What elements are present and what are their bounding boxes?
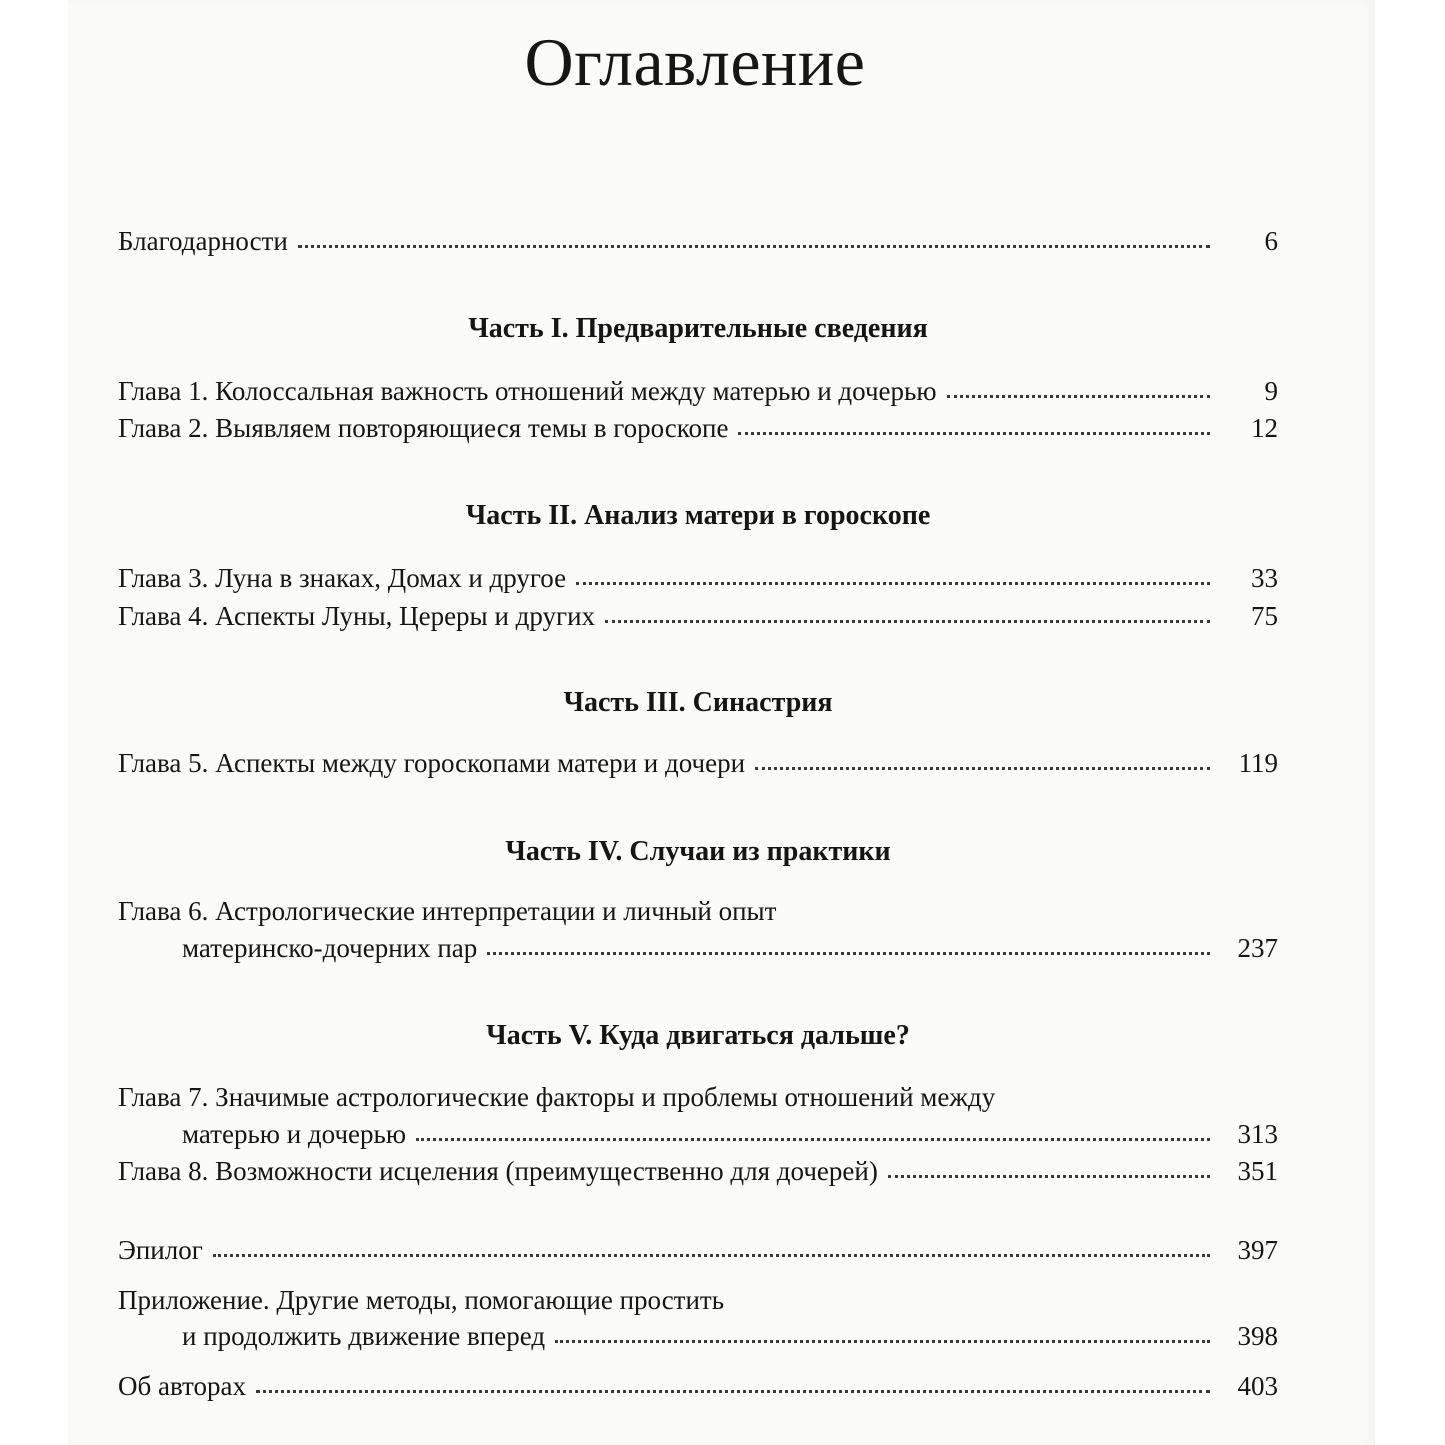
toc-entry-chapter-2[interactable] [118,413,1278,449]
dot-leader [755,767,1210,770]
toc-entry-chapter-8[interactable] [118,1156,1278,1192]
toc-entry-appendix-line1[interactable]: Приложение. Другие методы, помогающие простить [118,1285,725,1315]
dot-leader [576,582,1210,585]
dot-leader [298,245,1210,248]
toc-page-number: 397 [1237,1235,1278,1265]
toc-page-number: 403 [1237,1371,1278,1401]
part-heading: Часть III. Синастрия [563,687,833,718]
part-heading: Часть V. Куда двигаться дальше? [486,1020,910,1051]
toc-page-number: 6 [1264,226,1278,256]
toc-entry-text: материнско-дочерних пар [182,933,478,963]
toc-entry-epilogue[interactable] [118,1235,1278,1271]
dot-leader [947,395,1211,398]
dot-leader [416,1138,1210,1141]
toc-entry-text: Об авторах [118,1371,246,1401]
toc-entry-text: Благодарности [118,226,288,256]
toc-entry-text: и продолжить движение вперед [182,1321,546,1351]
toc-entry-about-authors[interactable] [118,1371,1278,1407]
page-title: Оглавление [524,24,866,100]
toc-entry-text: Глава 8. Возможности исцеления (преимущественно для дочерей) [118,1156,878,1186]
dot-leader [738,432,1210,435]
toc-entry-text: Глава 4. Аспекты Луны, Цереры и других [118,601,596,631]
toc-page-number: 9 [1264,376,1278,406]
toc-entry-chapter-7[interactable] [182,1119,1278,1155]
toc-entry-chapter-6[interactable] [182,933,1278,969]
toc-entry-chapter-5[interactable] [118,748,1278,784]
toc-page-number: 351 [1237,1156,1278,1186]
toc-entry-text: матерью и дочерью [182,1119,406,1149]
toc-page-number: 313 [1237,1119,1278,1149]
toc-page-number: 33 [1251,563,1278,593]
toc-page-number: 398 [1237,1321,1278,1351]
toc-entry-chapter-1[interactable] [118,376,1278,412]
toc-entry-text: Глава 2. Выявляем повторяющиеся темы в гороскопе [118,413,729,443]
dot-leader [487,952,1210,955]
toc-page-number: 75 [1251,601,1278,631]
toc-entry-chapter-7-line1[interactable]: Глава 7. Значимые астрологические факторы и проблемы отношений между [118,1082,996,1112]
toc-entry-chapter-6-line1[interactable]: Глава 6. Астрологические интерпретации и личный опыт [118,896,777,926]
toc-entry-text: Эпилог [118,1235,203,1265]
toc-entry-text: Глава 1. Колоссальная важность отношений между матерью и дочерью [118,376,937,406]
dot-leader [605,620,1210,623]
toc-page-number: 12 [1251,413,1278,443]
part-heading: Часть II. Анализ матери в гороскопе [465,500,931,531]
part-heading: Часть IV. Случаи из практики [505,836,891,867]
toc-entry-chapter-4[interactable] [118,601,1278,637]
toc-page-number: 237 [1237,933,1278,963]
toc-entry-acknowledgements[interactable] [118,226,1278,262]
dot-leader [888,1175,1210,1178]
dot-leader [555,1340,1210,1343]
part-heading: Часть I. Предварительные сведения [468,313,928,344]
toc-entry-text: Глава 5. Аспекты между гороскопами матери и дочери [118,748,746,778]
toc-entry-chapter-3[interactable] [118,563,1278,599]
toc-page-number: 119 [1238,748,1278,778]
toc-entry-text: Глава 3. Луна в знаках, Домах и другое [118,563,567,593]
dot-leader [256,1390,1210,1393]
dot-leader [213,1254,1210,1257]
toc-entry-appendix[interactable] [182,1321,1278,1357]
